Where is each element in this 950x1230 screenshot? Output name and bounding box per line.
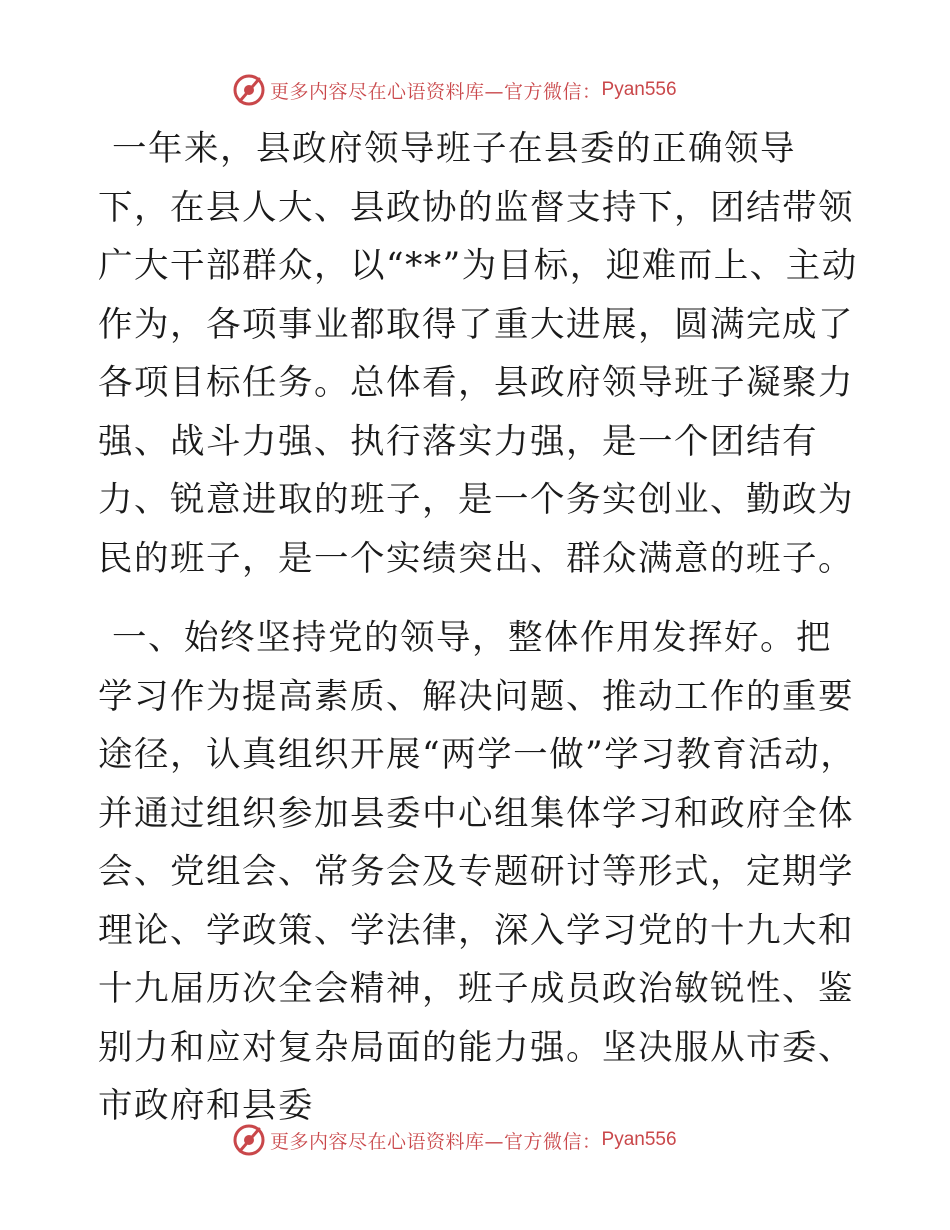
header-banner — [0, 70, 950, 110]
brand-logo-icon — [232, 1123, 266, 1157]
footer-banner — [0, 1120, 950, 1160]
brand-logo-icon — [232, 73, 266, 107]
document-body — [98, 120, 858, 1136]
banner-text: 更多内容尽在心语资料库—官方微信： — [270, 80, 602, 103]
wechat-account: Pyan556 — [601, 1129, 677, 1150]
paragraph-section-one: 一、始终坚持党的领导，整体作用发挥好。把学习作为提高素质、解决问题、推动工作的重要途径，认真组织开展“两学一做”学习教育活动，并通过组织参加县委中心组集体学习和政府全体会、党组会、常务会及专题研讨等形式，定期学理论、学政策、学法律，深入学习党的十九大和十九届历次全会精神，班子成员政治敏锐性、鉴别力和应对复杂局面的能力强。坚决服从市委、市政府和县委 — [98, 618, 857, 1126]
wechat-account: Pyan556 — [601, 79, 677, 100]
banner-text: 更多内容尽在心语资料库—官方微信： — [270, 1130, 602, 1153]
paragraph-intro: 一年来，县政府领导班子在县委的正确领导下，在县人大、县政协的监督支持下，团结带领广大干部群众，以“**”为目标，迎难而上、主动作为，各项事业都取得了重大进展，圆满完成了各项目标任务。总体看，县政府领导班子凝聚力强、战斗力强、执行落实力强，是一个团结有力、锐意进取的班子，是一个务实创业、勤政为民的班子，是一个实绩突出、群众满意的班子。 — [98, 129, 858, 579]
